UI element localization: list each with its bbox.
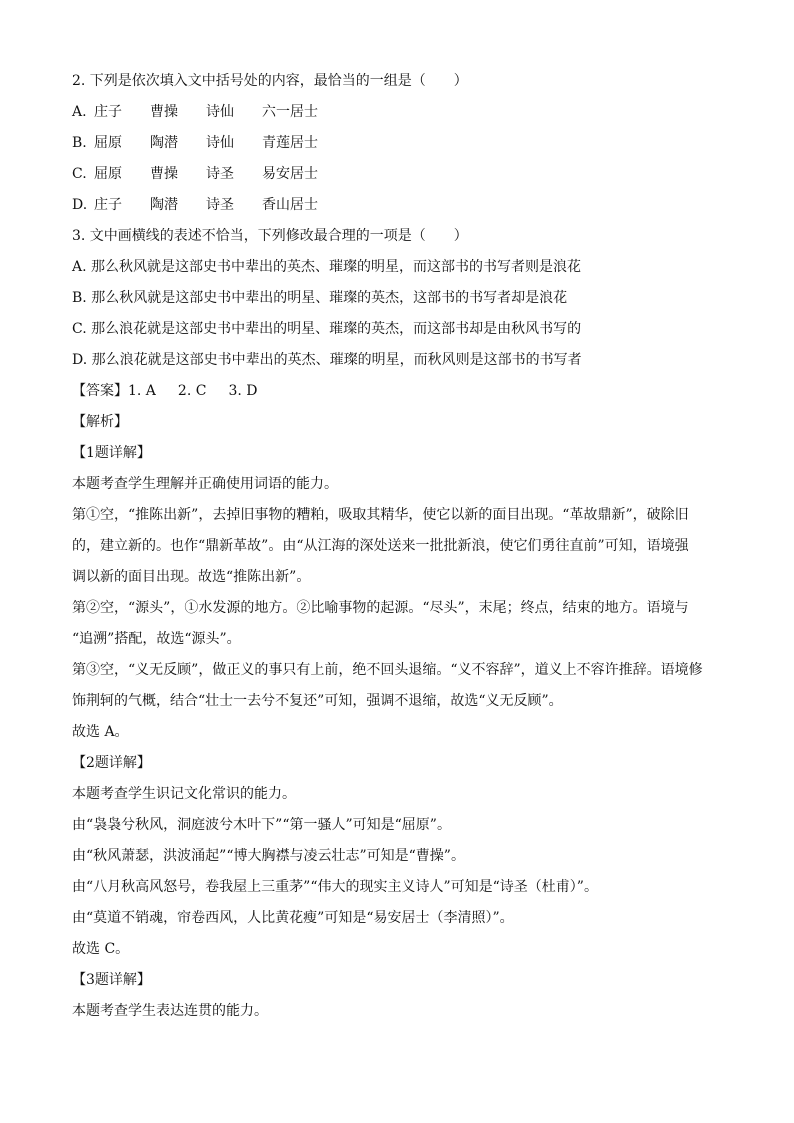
detail-2-heading: 【2题详解】 — [72, 755, 151, 771]
detail-2-conclusion: 故选 C。 — [72, 941, 130, 957]
answer-2: 2. C — [177, 383, 207, 399]
option-item: 易安居士 — [262, 166, 318, 182]
detail-1-line: 第①空，“推陈出新”，去掉旧事物的糟粕，吸取其精华，使它以新的面目出现。“革故鼎新”，破除旧 — [72, 507, 689, 523]
answer-3: 3. D — [228, 383, 258, 399]
q2-option-b — [72, 128, 722, 159]
answer-line — [72, 376, 722, 407]
detail-1-line: 的，建立新的。也作“鼎新革故”。由“从江海的深处送来一批批新浪，使它们勇往直前”可知，语境强 — [72, 538, 689, 554]
detail-1-intro: 本题考查学生理解并正确使用词语的能力。 — [72, 476, 338, 492]
detail-3-intro: 本题考查学生表达连贯的能力。 — [72, 1003, 268, 1019]
detail-2-line: 由“秋风萧瑟，洪波涌起”“博大胸襟与凌云壮志”可知是“曹操”。 — [72, 848, 465, 864]
detail-2-line: 由“莫道不销魂，帘卷西风，人比黄花瘦”可知是“易安居士（李清照）”。 — [72, 910, 514, 926]
option-item: 诗仙 — [206, 104, 234, 120]
q3-option-b: B. 那么秋风就是这部史书中辈出的明星、璀璨的英杰，这部书的书写者却是浪花 — [72, 290, 568, 306]
option-item: 曹操 — [150, 104, 178, 120]
detail-2-line: 由“袅袅兮秋风，洞庭波兮木叶下”“第一骚人”可知是“屈原”。 — [72, 817, 451, 833]
option-item: 陶潜 — [150, 135, 178, 151]
option-letter: D. — [72, 197, 88, 213]
q2-stem: 2. 下列是依次填入文中括号处的内容，最恰当的一组是（ ） — [72, 73, 468, 89]
q3-option-d: D. 那么浪花就是这部史书中辈出的英杰、璀璨的明星，而秋风则是这部书的书写者 — [72, 352, 582, 368]
detail-1-line: 第②空，“源头”，①水发源的地方。②比喻事物的起源。“尽头”，末尾；终点，结束的地方。语境与 — [72, 600, 689, 616]
detail-1-heading: 【1题详解】 — [72, 445, 151, 461]
answer-label: 【答案】 — [72, 383, 128, 399]
detail-3-heading: 【3题详解】 — [72, 972, 151, 988]
detail-2-line: 由“八月秋高风怒号，卷我屋上三重茅”“伟大的现实主义诗人”可知是“诗圣（杜甫）”。 — [72, 879, 598, 895]
detail-2-intro: 本题考查学生识记文化常识的能力。 — [72, 786, 296, 802]
option-letter: A. — [72, 104, 87, 120]
detail-1-line: 调以新的面目出现。故选“推陈出新”。 — [72, 569, 311, 585]
option-item: 屈原 — [94, 166, 122, 182]
option-item: 屈原 — [94, 135, 122, 151]
q3-stem: 3. 文中画横线的表述不恰当，下列修改最合理的一项是（ ） — [72, 228, 468, 244]
detail-1-line: 第③空，“义无反顾”，做正义的事只有上前，绝不回头退缩。“义不容辞”，道义上不容许推辞。语境修 — [72, 662, 703, 678]
option-item: 庄子 — [94, 104, 122, 120]
detail-1-conclusion: 故选 A。 — [72, 724, 129, 740]
analysis-label: 【解析】 — [72, 414, 128, 430]
option-letter: C. — [72, 166, 87, 182]
q2-option-c — [72, 159, 722, 190]
option-item: 六一居士 — [262, 104, 318, 120]
option-item: 曹操 — [150, 166, 178, 182]
detail-1-line: 饰荆轲的气概，结合“壮士一去兮不复还”可知，强调不退缩，故选“义无反顾”。 — [72, 693, 563, 709]
option-item: 诗圣 — [206, 166, 234, 182]
q3-option-c: C. 那么浪花就是这部史书中辈出的明星、璀璨的英杰，而这部书却是由秋风书写的 — [72, 321, 582, 337]
option-letter: B. — [72, 135, 87, 151]
option-item: 诗仙 — [206, 135, 234, 151]
option-item: 诗圣 — [206, 197, 234, 213]
option-item: 陶潜 — [150, 197, 178, 213]
detail-1-line: “追溯”搭配，故选“源头”。 — [72, 631, 241, 647]
option-item: 青莲居士 — [262, 135, 318, 151]
page-content — [72, 66, 722, 1027]
option-item: 庄子 — [94, 197, 122, 213]
answer-1: 1. A — [128, 383, 156, 399]
q3-option-a: A. 那么秋风就是这部史书中辈出的英杰、璀璨的明星，而这部书的书写者则是浪花 — [72, 259, 582, 275]
q2-option-d — [72, 190, 722, 221]
option-item: 香山居士 — [262, 197, 318, 213]
q2-option-a — [72, 97, 722, 128]
